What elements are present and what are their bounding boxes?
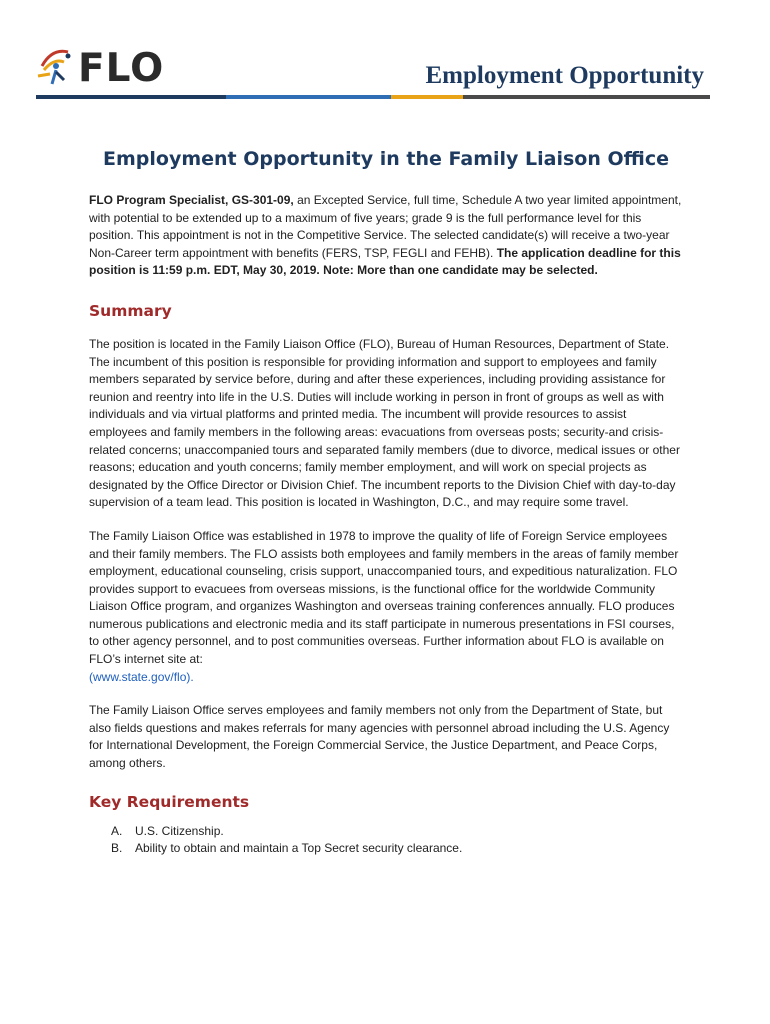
list-item-text: Ability to obtain and maintain a Top Secret security clearance. [135,841,463,856]
document-body [89,148,683,858]
rule-segment [391,95,463,99]
intro-paragraph [89,192,683,280]
summary-heading: Summary [89,301,172,320]
header-rule [36,95,710,99]
list-marker: A. [111,823,123,838]
logo-text: FLO [78,46,165,91]
page-header [0,0,770,110]
rule-segment [36,95,226,99]
list-item-text: U.S. Citizenship. [135,823,224,838]
requirements-list [89,823,683,858]
list-marker: B. [111,841,123,856]
intro-body: an Excepted Service, full time, Schedule A two year limited appointment, with potential to be extended up to a maximum of five years; grade 9 is the full performance level for this position. This appointment is not in the Competitive Service. The selected candidate(s) will receive a two-year Non-Career term appointment with benefits (FERS, TSP, FEGLI and FEHB). [89,193,682,260]
list-item [89,823,683,841]
summary-paragraph-2 [89,528,683,686]
requirements-heading: Key Requirements [89,792,250,811]
flo-logo [34,46,179,92]
summary-paragraph-3: The Family Liaison Office serves employees and family members not only from the Department of State, but also fields questions and makes referrals for many agencies with personnel abroad including the U.S. Agency for International Development, the Foreign Commercial Service, the Justice Department, and Peace Corps, among others. [89,703,670,771]
document-title: Employment Opportunity in the Family Liaison Office [103,148,669,170]
intro-lead: FLO Program Specialist, GS-301-09, [89,193,294,207]
flo-website-link[interactable]: (www.state.gov/flo). [89,669,194,684]
rule-segment [463,95,710,99]
header-title: Employment Opportunity [425,62,704,89]
summary-paragraph-1: The position is located in the Family Liaison Office (FLO), Bureau of Human Resources, Department of State. The incumbent of this position is responsible for providing information and support to employees and family members separated by service before, during and after these experiences, including providing assistance for reunion and reentry into life in the U.S. Duties will include working in person in front of groups as well as with individuals and via virtual platforms and printed media. The incumbent will provide resources to assist employees and family members in the following areas: evacuations from overseas posts; security-and crisis-related concerns; unaccompanied tours and separated family members (due to divorce, medical issues or other reasons; education and youth concerns; family member employment, and will work on special projects as designated by the Office Director or Division Chief. The incumbent reports to the Division Chief with day-to-day supervision of a team lead. This position is located in Washington, D.C., and may require some travel. [89,336,680,510]
intro-deadline: The application deadline for this position is 11:59 p.m. EDT, May 30, 2019. Note: More than one candidate may be selected. [89,245,681,278]
summary-paragraph-2-text: The Family Liaison Office was established in 1978 to improve the quality of life of Foreign Service employees and their family members. The FLO assists both employees and family members in the areas of family member employment, educational counseling, crisis support, unaccompanied tours, and expeditious naturalization. FLO provides support to evacuees from overseas missions, is the functional office for the worldwide Community Liaison Office program, and organizes Washington and overseas training conferences annually. FLO produces numerous publications and electronic media and its staff participate in numerous presentations in FSI courses, to other agency personnel, and to post communities overseas. Further information about FLO is available on FLO’s internet site at: [89,528,679,667]
list-item [89,840,683,858]
flo-logo-icon [34,46,78,92]
rule-segment [226,95,391,99]
